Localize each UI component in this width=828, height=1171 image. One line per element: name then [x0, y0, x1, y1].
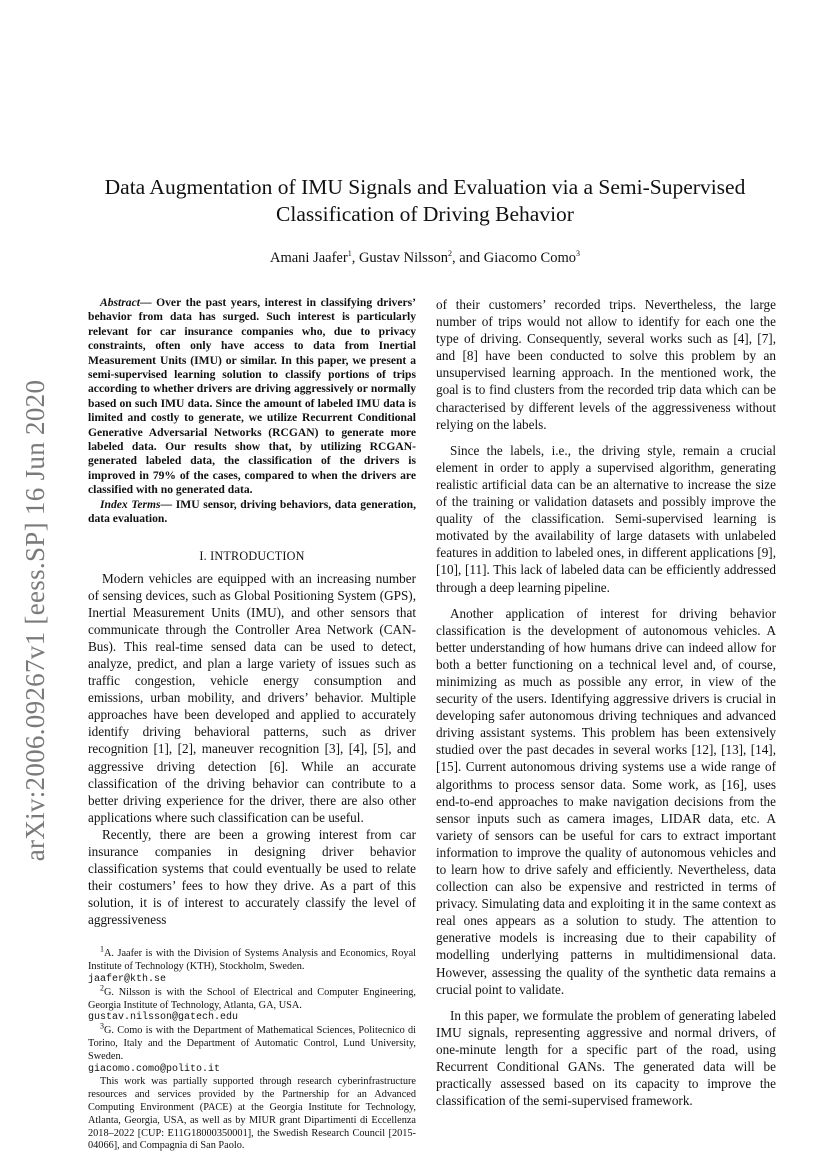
footnote [88, 945, 416, 986]
footnote-email: giacomo.como@polito.it [88, 1063, 221, 1075]
footnote [88, 983, 416, 1025]
index-terms [88, 498, 416, 527]
right-paragraph: In this paper, we formulate the problem of generating labeled IMU signals, representing aggressive and normal drivers, of one-minute length for a specific part of the road, using Recurrent Conditional GANs. The generated data will be practically assessed based on its capacity to improve the classification of the semi-supervised framework. [436, 1007, 776, 1109]
arxiv-stamp-text: arXiv:2006.09267v1 [eess.SP] 16 Jun 2020 [20, 379, 51, 861]
arxiv-stamp [14, 360, 58, 880]
left-paragraph: Modern vehicles are equipped with an increasing number of sensing devices, such as Global Positioning System (GPS), Inertial Measurement Units (IMU), and other sensors that communicate through the Controller Area Network (CAN-Bus). This real-time sensed data can be used to detect, analyze, predict, and plan a large variety of issues such as traffic congestion, vehicle energy consumption and emissions, urban mobility, and drivers’ behavior. Multiple approaches have been developed and applied to accurately identify driving behavioral patterns, such as driver recognition [1], [2], maneuver recognition [3], [4], [5], and aggressive driving detection [6]. While an accurate classification of the driving behavior can contribute to a better driving experience for the driver, there are also other applications where such classification can be useful. [88, 570, 416, 825]
right-column [436, 296, 776, 1118]
paper-title: Data Augmentation of IMU Signals and Evaluation via a Semi-Supervised Classification of Driving Behavior [104, 175, 746, 226]
right-paragraph: Since the labels, i.e., the driving style, remain a crucial element in order to apply a supervised algorithm, generating realistic artificial data can be an alternative to increase the size of the training or validation datasets and possibly improve the quality of the classification. Semi-supervised learning is motivated by the availability of large datasets with unlabeled features in addition to labeled ones, in different applications [9], [10], [11]. This lack of labeled data can be efficiently addressed through a deep learning pipeline. [436, 442, 776, 595]
left-paragraph: Recently, there are been a growing interest from car insurance companies in designing driver behavior classification systems that could eventually be used to relate their costumers’ fees to how they drive. As a part of this solution, it is of interest to accurately classify the level of aggressiveness [88, 826, 416, 928]
footnote-email: jaafer@kth.se [88, 974, 167, 986]
footnotes [88, 945, 416, 1153]
abstract-lead: Abstract [100, 296, 140, 309]
footnote-marker: 1 [100, 945, 104, 955]
index-terms-text: — IMU sensor, driving behaviors, data generation, data evaluation. [88, 497, 416, 526]
footnote [88, 1021, 416, 1076]
footnote-text: G. Nilsson is with the School of Electrical and Computer Engineering, Georgia Institute of Technology, Atlanta, GA, USA. [88, 986, 416, 1011]
author-2-affiliation: 2 [447, 249, 452, 259]
section-heading-introduction: I. INTRODUCTION [199, 548, 305, 563]
author-line [60, 250, 790, 267]
funding-note: This work was partially supported through research cyberinfrastructure resources and services provided by the Partnership for an Advanced Computing Environment (PACE) at the Georgia Institute for Technology, Atlanta, Georgia, USA, as well as by MIUR grant Dipartimenti di Eccellenza 2018–2022 [CUP: E11G18000350001], the Swedish Research Council [2015-04066], and Compagnia di San Paolo. [88, 1076, 416, 1152]
author-1: Amani Jaafer [269, 250, 348, 266]
right-paragraph: of their customers’ recorded trips. Nevertheless, the large number of trips would not allow to identify for each one the type of driving. Consequently, several works such as [4], [7], and [8] have been conducted to solve this problem by an unsupervised learning approach. In the mentioned work, the goal is to find clusters from the recorded trip data which can be characterised by different levels of the aggressiveness without relying on the labels. [436, 297, 776, 432]
footnote-text: G. Como is with the Department of Mathematical Sciences, Politecnico di Torino, Italy and the Department of Automatic Control, Lund University, Sweden. [88, 1025, 416, 1062]
left-column [88, 296, 416, 1153]
author-2: , Gustav Nilsson [351, 250, 448, 266]
author-3: , and Giacomo Como [451, 250, 577, 266]
footnote-text: A. Jaafer is with the Division of Systems Analysis and Economics, Royal Institute of Technology (KTH), Stockholm, Sweden. [88, 948, 416, 973]
abstract [88, 296, 416, 498]
abstract-text: — Over the past years, interest in classifying drivers’ behavior from data has surged. Such interest is particularly relevant for car insurance companies who, due to privacy constraints, often only have access to data from Inertial Measurement Units (IMU) or similar. In this paper, we present a semi-supervised learning solution to classify portions of trips according to whether drivers are driving aggressively or normally based on such IMU data. Since the amount of labeled IMU data is limited and costly to generate, we utilize Recurrent Conditional Generative Adversarial Networks (RCGAN) to generate more labeled data. Our results show that, by utilizing RCGAN-generated labeled data, the classification of the drivers is improved in 79% of the cases, compared to when the drivers are classified with no generated data. [88, 296, 416, 497]
footnote-marker: 2 [100, 983, 104, 993]
right-paragraph: Another application of interest for driving behavior classification is the development of autonomous vehicles. A better understanding of how humans drive can indeed allow for both a better functioning on a technical level and, of course, minimizing as much as possible any error, in view of the security of the users. Identifying aggressive drivers is crucial in developing safer autonomous driving techniques and advanced driving assistant systems. This problem has been extensively studied over the past decades in several works [12], [13], [14], [15]. Current autonomous driving systems use a wide range of algorithms to process sensor data. Some work, as [16], uses end-to-end approaches to make navigation decisions from the sensor inputs such as camera images, LIDAR data, etc. A variety of sensors can be useful for cars to extract important information to improve the quality of autonomous vehicles and to learn how to drive safely and efficiently. Nevertheless, data collection can also be expensive and restricted in terms of privacy. Simulating data and exploiting it in the same context as real ones appears as a solution to study. The attention to generative models is increasing due to their capability of modelling underlying patterns in multidimensional data. However, assessing the quality of the synthetic data remains a crucial point to validate. [436, 605, 776, 997]
author-1-affiliation: 1 [347, 249, 352, 259]
footnote-marker: 3 [100, 1021, 104, 1031]
author-3-affiliation: 3 [576, 249, 581, 259]
index-terms-lead: Index Terms [100, 497, 161, 511]
footnote-email: gustav.nilsson@gatech.edu [88, 1012, 239, 1024]
